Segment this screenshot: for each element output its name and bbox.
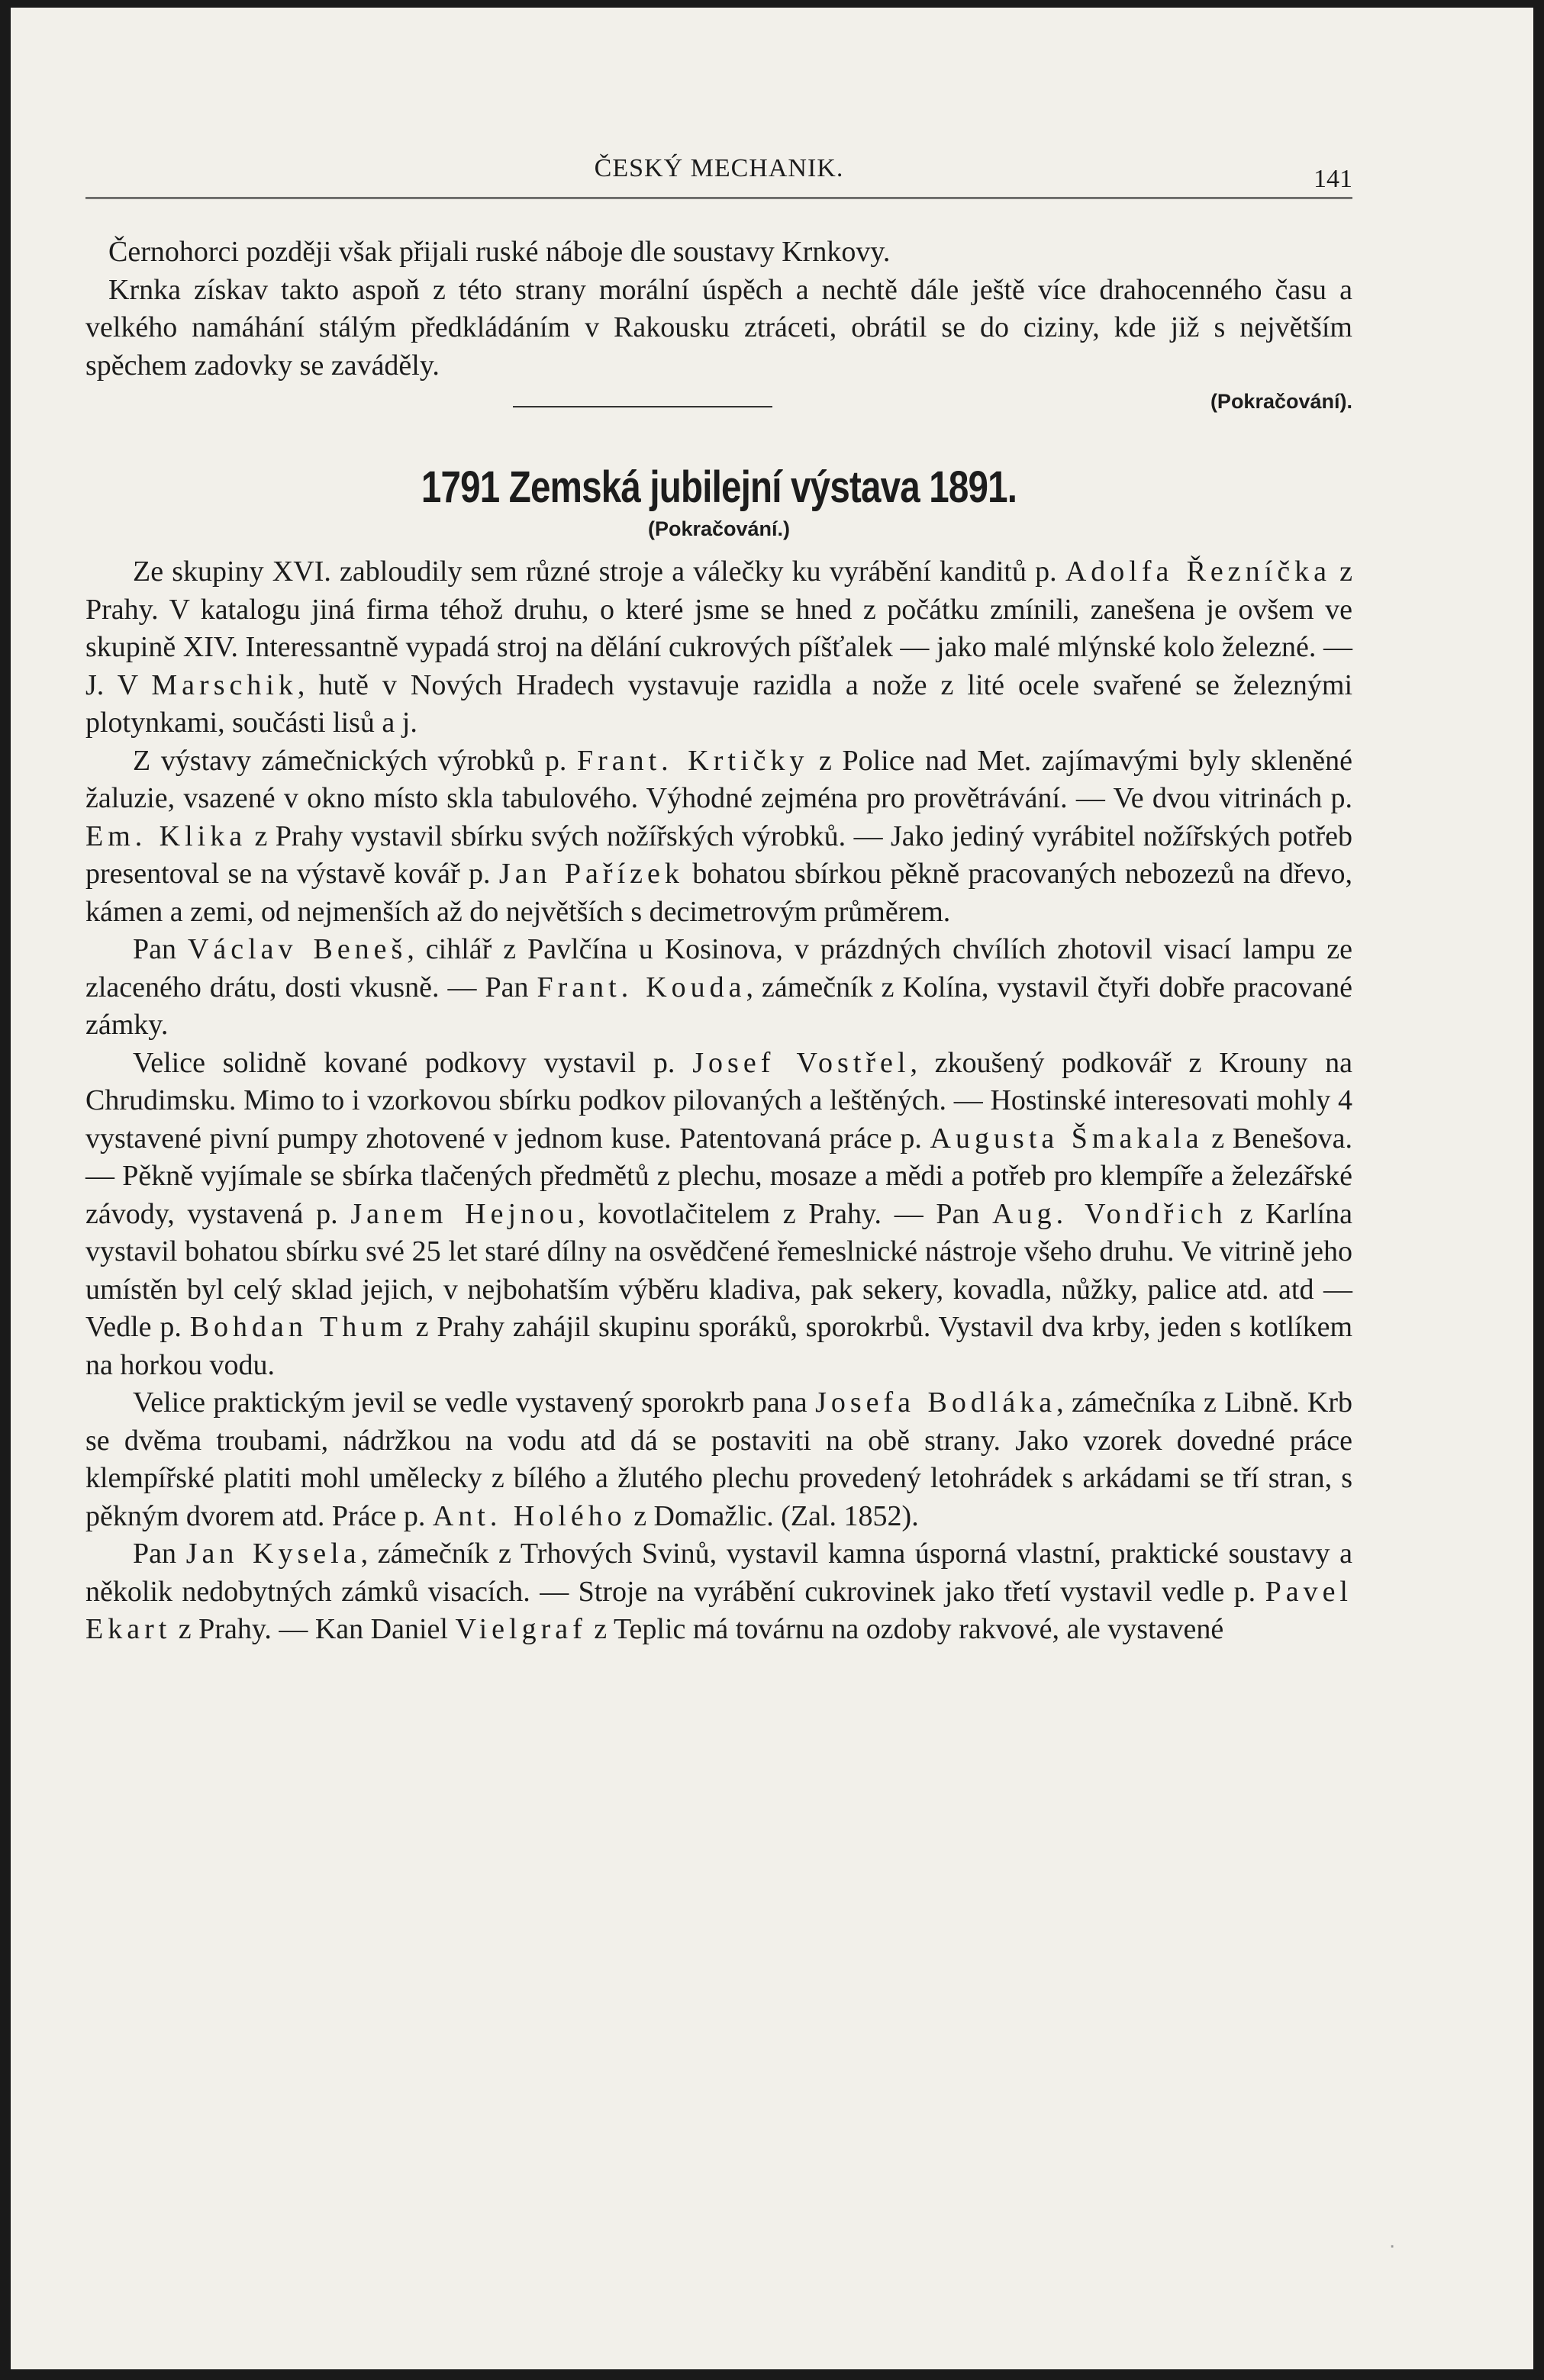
article-paragraph	[85, 553, 1352, 742]
book-page	[11, 8, 1533, 2369]
text-segment: Pan	[133, 1538, 186, 1570]
spaced-name: Jan Pařízek	[498, 858, 684, 890]
page-number: 141	[1314, 165, 1352, 193]
spaced-name: Adolfa Řezníčka	[1065, 556, 1331, 588]
spaced-name: Frant. Krtičky	[576, 744, 809, 777]
spaced-name: Jan Kysela	[185, 1538, 361, 1570]
text-segment: Ze skupiny XVI. zabloudily sem různé stroje a válečky ku vyrábění kanditů p.	[133, 556, 1065, 588]
spaced-name: Marschik	[151, 668, 298, 701]
text-segment: , zámečník z Trhových Svinů, vystavil kamna úsporná vlastní, praktické soustavy a několik nedobytných zámků visacích. — Stroje na vyrábění cukrovinek jako třetí vystavil vedle p.	[85, 1538, 1353, 1608]
article-paragraph	[85, 1535, 1352, 1649]
page-content	[85, 147, 1352, 1649]
spaced-name: Aug. Vondřich	[992, 1197, 1227, 1230]
running-head	[85, 147, 1352, 208]
article-paragraph	[85, 1045, 1352, 1385]
text-segment: Velice solidně kované podkovy vystavil p.	[133, 1046, 693, 1079]
text-segment: z Benešova. — Pěkně vyjímale se sbírka tlačených předmětů z plechu, mosaze a mědi a potřeb pro klempíře a železářské závody, vystavená p.	[85, 1122, 1352, 1230]
continuation-note: (Pokračování).	[1210, 390, 1352, 413]
spaced-name: Václav Beneš	[187, 933, 408, 965]
spaced-name: Ant. Holého	[432, 1499, 627, 1532]
text-segment: z Prahy. V katalogu jiná firma téhož druhu, o které jsme se hned z počátku zmínili, zanešena je ovšem ve skupině XIV. Interessantně vypadá stroj na dělání cukrových píšťalek — jako malé mlýnské kolo železné. — J. V	[85, 556, 1353, 701]
text-segment: , zkoušený podkovář z Krouny na Chrudimsku. Mimo to i vzorkovou sbírku podkov pilovaných a leštěných. — Hostinské interesovati mohly 4 vystavené pivní pumpy zhotovené v jednom kuse. Patentovaná práce p.	[85, 1046, 1352, 1155]
text-segment: z Karlína vystavil bohatou sbírku své 25 let staré dílny na osvědčené řemeslnické nástroje všeho druhu. Ve vitrině jeho umístěn byl celý sklad jejich, v nejbohatším výběru kladiva, pak sekery, kovadla, nůžky, palice atd. atd — Vedle p.	[85, 1197, 1352, 1343]
text-segment: z Domažlic. (Zal. 1852).	[626, 1499, 919, 1532]
text-segment: z Teplic má továrnu na ozdoby rakvové, ale vystavené	[586, 1613, 1224, 1645]
spaced-name: Augusta Šmakala	[930, 1122, 1204, 1155]
spaced-name: Em. Klika	[85, 820, 247, 852]
text-segment: bohatou sbírkou pěkně pracovaných nebozezů na dřevo, kámen a zemi, od nejmenších až do největších s decimetrovým průměrem.	[85, 858, 1352, 928]
section-divider	[513, 406, 772, 407]
spaced-name: Josef Vostřel	[692, 1046, 911, 1079]
text-segment: , cihlář z Pavlčína u Kosinova, v prázdných chvílích zhotovil visací lampu ze zlaceného drátu, dosti vkusně. — Pan	[85, 933, 1352, 1003]
text-segment: z Prahy vystavil sbírku svých nožířských výrobků. — Jako jediný vyrábitel nožířských potřeb presentoval se na výstavě kovář p.	[85, 820, 1352, 890]
article-paragraph	[85, 742, 1352, 932]
previous-article-line: Černohorci později však přijali ruské náboje dle soustavy Krnkovy.	[108, 236, 891, 268]
stray-mark: ·	[1389, 2236, 1396, 2259]
previous-article-paragraph: Krnka získav takto aspoň z této strany morální úspěch a nechtě dále ještě více drahocenného času a velkého namáhání stálým předkládáním v Rakousku ztráceti, obrátil se do ciziny, kde již s největším spěchem zadovky se zaváděly.	[85, 273, 1352, 382]
text-segment: , zámečníka z Libně. Krb se dvěma troubami, nádržkou na vodu atd dá se postaviti na obě strany. Jako vzorek dovedné práce klempířské platiti mohl umělecky z bílého a žlutého plechu provedený letohrádek s arkádami se tří stran, s pěkným dvorem atd. Práce p.	[85, 1386, 1352, 1532]
spaced-name: Frant. Kouda	[537, 971, 746, 1003]
text-segment: Pan	[133, 933, 188, 965]
text-segment: z Police nad Met. zajímavými byly skleněné žaluzie, vsazené v okno místo skla tabulového. Výhodné zejména pro provětrávání. — Ve dvou vitrinách p.	[85, 744, 1352, 814]
text-segment: Velice praktickým jevil se vedle vystavený sporokrb pana	[133, 1386, 816, 1419]
text-segment: , kovotlačitelem z Prahy. — Pan	[578, 1197, 993, 1230]
text-segment: , zámečník z Kolína, vystavil čtyři dobře pracované zámky.	[85, 971, 1352, 1041]
text-segment: Z výstavy zámečnických výrobků p.	[133, 744, 577, 777]
header-rule	[85, 197, 1352, 199]
text-segment: z Prahy zahájil skupinu sporáků, sporokrbů. Vystavil dva krby, jeden s kotlíkem na horkou vodu.	[85, 1311, 1352, 1381]
article-paragraph	[85, 931, 1352, 1045]
text-segment: z Prahy. — Kan Daniel	[171, 1613, 456, 1645]
spaced-name: Janem Hejnou	[350, 1197, 578, 1230]
article-title: 1791 Zemská jubilejní výstava 1891.	[421, 462, 1017, 512]
spaced-name: Vielgraf	[455, 1613, 587, 1645]
spaced-name: Pavel Ekart	[85, 1575, 1352, 1645]
spaced-name: Josefa Bodláka	[815, 1386, 1057, 1419]
text-segment: , hutě v Nových Hradech vystavuje razidla a nože z lité ocele svařené se železnými plotynkami, součásti lisů a j.	[85, 668, 1352, 739]
article-paragraph	[85, 1384, 1352, 1535]
article-subtitle: (Pokračování.)	[647, 517, 791, 540]
running-title: ČESKÝ MECHANIK.	[594, 154, 844, 182]
spaced-name: Bohdan Thum	[189, 1311, 408, 1343]
article-body	[85, 553, 1352, 1649]
